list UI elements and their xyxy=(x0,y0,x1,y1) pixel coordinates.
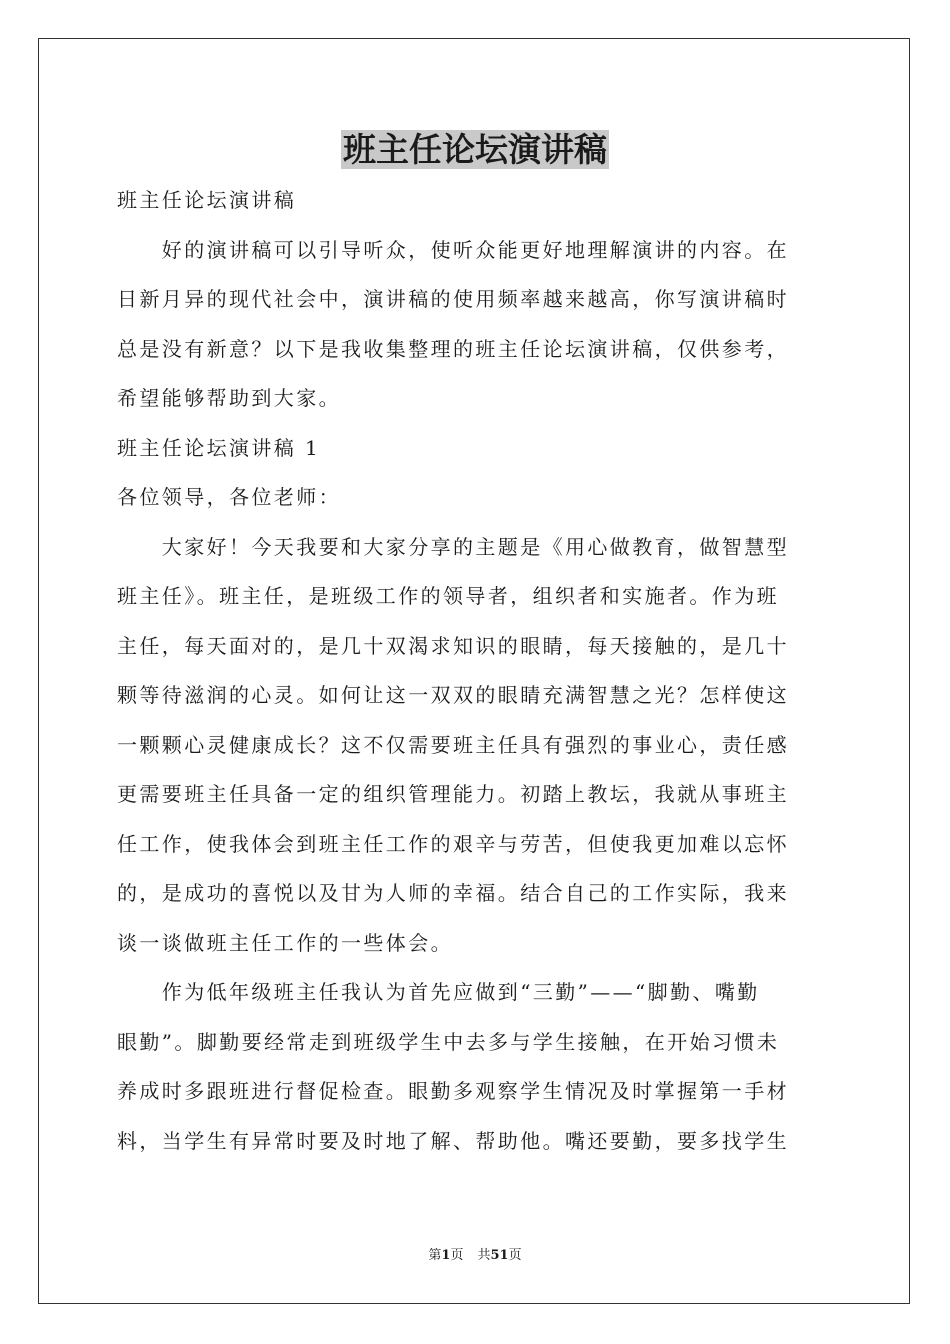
body-line: 大家好！今天我要和大家分享的主题是《用心做教育，做智慧型 xyxy=(117,534,789,559)
body-line: 谈一谈做班主任工作的一些体会。 xyxy=(117,930,453,955)
document-title-text: 班主任论坛演讲稿 xyxy=(343,130,607,169)
intro-line-3: 总是没有新意？以下是我收集整理的班主任论坛演讲稿，仅供参考， xyxy=(117,336,789,361)
intro-line-2: 日新月异的现代社会中，演讲稿的使用频率越来越高，你写演讲稿时 xyxy=(117,287,789,311)
document-body xyxy=(117,176,833,1166)
body-line: 颗等待滋润的心灵。如何让这一双双的眼睛充满智慧之光？怎样使这 xyxy=(117,683,789,707)
page-footer xyxy=(0,1247,950,1265)
body-line: 任工作，使我体会到班主任工作的艰辛与劳苦，但使我更加难以忘怀 xyxy=(117,831,789,856)
body-line: 的，是成功的喜悦以及甘为人师的幸福。结合自己的工作实际，我来 xyxy=(117,881,789,905)
body-line: 料，当学生有异常时要及时地了解、帮助他。嘴还要勤，要多找学生 xyxy=(117,1128,789,1153)
page-suffix: 页 xyxy=(450,1248,464,1263)
document-title xyxy=(0,128,950,172)
subtitle-line: 班主任论坛演讲稿 xyxy=(117,188,297,212)
total-pages: 51 xyxy=(490,1248,509,1263)
intro-line-1: 好的演讲稿可以引导听众，使听众能更好地理解演讲的内容。在 xyxy=(117,237,789,262)
page-number: 1 xyxy=(441,1248,451,1263)
salutation-line: 各位领导，各位老师： xyxy=(117,485,341,509)
body-line: 更需要班主任具备一定的组织管理能力。初踏上教坛，我就从事班主 xyxy=(117,782,789,806)
body-line: 班主任》。班主任，是班级工作的领导者，组织者和实施者。作为班 xyxy=(117,584,779,608)
body-line: 眼勤”。脚勤要经常走到班级学生中去多与学生接触，在开始习惯未 xyxy=(117,1029,780,1054)
body-line: 养成时多跟班进行督促检查。眼勤多观察学生情况及时掌握第一手材 xyxy=(117,1079,789,1103)
section-heading: 班主任论坛演讲稿 1 xyxy=(117,435,321,460)
total-prefix: 共 xyxy=(477,1248,491,1263)
intro-line-4: 希望能够帮助到大家。 xyxy=(117,386,341,410)
body-line: 作为低年级班主任我认为首先应做到“三勤”——“脚勤、嘴勤 xyxy=(117,980,760,1004)
body-line: 主任，每天面对的，是几十双渴求知识的眼睛，每天接触的，是几十 xyxy=(117,633,789,658)
page-prefix: 第 xyxy=(428,1248,442,1263)
body-line: 一颗颗心灵健康成长？这不仅需要班主任具有强烈的事业心，责任感 xyxy=(117,732,789,757)
total-suffix: 页 xyxy=(508,1248,522,1263)
